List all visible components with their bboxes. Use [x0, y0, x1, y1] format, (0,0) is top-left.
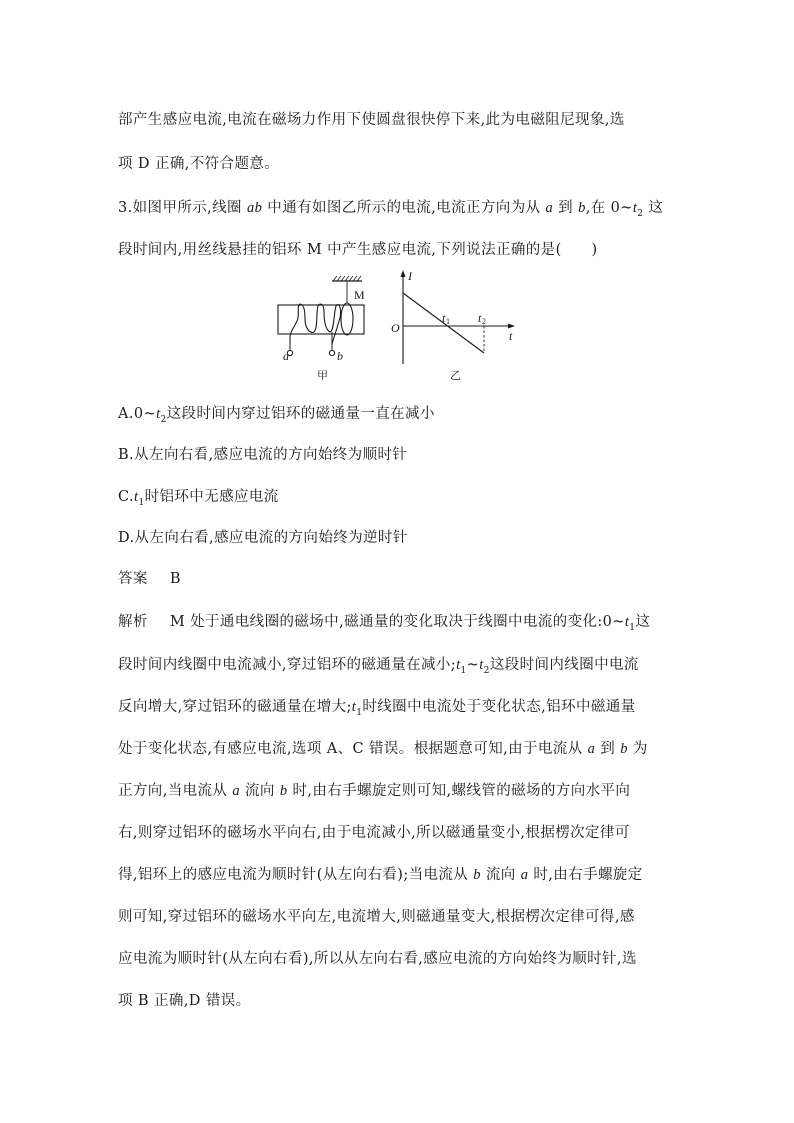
caption-yi: 乙 [450, 369, 461, 382]
analysis-text: 到 [595, 741, 621, 757]
analysis-line-7 [118, 863, 643, 884]
var-b: b [578, 200, 586, 216]
analysis-line-3 [118, 695, 636, 718]
axis-I-label: I [408, 269, 412, 283]
subscript: 2 [637, 208, 644, 219]
stem-text: 如图甲所示,线圈 [132, 200, 247, 216]
analysis-text: 这段时间内线圈中电流 [489, 657, 639, 673]
label-M: M [354, 288, 365, 302]
figure-svg [270, 268, 520, 383]
var-a: a [232, 783, 240, 799]
option-C-prefix: C. [118, 489, 134, 505]
analysis-text: 时,由右手螺旋定 [528, 867, 643, 883]
answer-line [118, 567, 181, 588]
var-a: a [587, 741, 596, 757]
analysis-text: 流向 [239, 783, 280, 799]
answer-value: B [169, 571, 181, 587]
t1-subscript: 1 [446, 317, 450, 326]
prev-explanation-line-1: 部产生感应电流,电流在磁场力作用下使圆盘很快停下来,此为电磁阻尼现象,选 [118, 112, 625, 128]
var-t: t [632, 200, 638, 216]
var-ab: ab [246, 200, 263, 216]
question-figure [270, 268, 520, 383]
analysis-text: 时线圈中电流处于变化状态,铝环中磁通量 [362, 699, 636, 715]
subscript: 2 [483, 665, 490, 676]
analysis-text: M 处于通电线圈的磁场中,磁通量的变化取决于线圈中电流的变化:0~ [169, 614, 625, 630]
var-b: b [473, 867, 481, 883]
analysis-text: ~ [466, 657, 480, 673]
analysis-text: 这 [635, 614, 651, 630]
analysis-text: 为 [627, 741, 648, 757]
subscript: 1 [629, 622, 636, 633]
var-t: t [134, 489, 139, 505]
label-a: a [283, 349, 289, 363]
caption-jia: 甲 [317, 369, 328, 382]
coil-windings [290, 304, 341, 344]
ceiling-hatch [333, 276, 361, 281]
option-C-text: 时铝环中无感应电流 [144, 489, 279, 505]
var-t: t [351, 699, 357, 715]
analysis-line-10: 项 B 正确,D 错误。 [118, 993, 251, 1009]
analysis-line-8: 则可知,穿过铝环的磁场水平向左,电流增大,则磁通量变大,根据楞次定律可得,感 [118, 909, 635, 925]
stem-text: ,在 0~ [585, 200, 633, 216]
var-b: b [620, 741, 628, 757]
analysis-text: 流向 [480, 867, 521, 883]
prev-explanation-line-2: 项 D 正确,不符合题意。 [118, 156, 280, 172]
question-stem-line-2: 段时间内,用丝线悬挂的铝环 M 中产生感应电流,下列说法正确的是( ) [118, 242, 598, 258]
analysis-text: 时,由右手螺旋定则可知,螺线管的磁场的方向水平向 [287, 783, 631, 799]
answer-label: 答案 [118, 571, 148, 587]
stem-text: 这 [643, 200, 664, 216]
t1-label: t [442, 311, 446, 325]
subscript: 1 [460, 665, 467, 676]
analysis-text: 正方向,当电流从 [118, 783, 233, 799]
analysis-label: 解析 [118, 614, 148, 630]
stem-text: 中通有如图乙所示的电流,电流正方向为从 [262, 200, 546, 216]
axis-t-arrow [508, 324, 515, 329]
label-b: b [337, 349, 343, 363]
question-stem-line-1 [118, 196, 663, 219]
analysis-text: 反向增大,穿过铝环的磁通量在增大; [118, 699, 352, 715]
t2-label: t [478, 311, 482, 325]
var-b: b [279, 783, 288, 799]
terminal-b [329, 350, 334, 355]
stem-text: 到 [553, 200, 579, 216]
axis-I-arrow [401, 270, 406, 277]
analysis-text: 得,铝环上的感应电流为顺时针(从左向右看);当电流从 [118, 867, 474, 883]
option-B: B.从左向右看,感应电流的方向始终为顺时针 [118, 447, 408, 463]
t2-subscript: 2 [482, 317, 486, 326]
subscript: 2 [160, 414, 167, 425]
var-t: t [624, 614, 630, 630]
analysis-line-5 [118, 779, 630, 800]
analysis-line-4 [118, 737, 648, 758]
var-t: t [456, 657, 461, 673]
var-t: t [479, 657, 484, 673]
analysis-line-9: 应电流为顺时针(从左向右看),所以从左向右看,感应电流的方向始终为顺时针,选 [118, 951, 637, 967]
option-A [118, 402, 435, 425]
analysis-text: 处于变化状态,有感应电流,选项 A、C 错误。根据题意可知,由于电流从 [118, 741, 588, 757]
origin-label: O [391, 321, 400, 335]
analysis-line-6: 右,则穿过铝环的磁场水平向右,由于电流减小,所以磁通量变小,根据楞次定律可 [118, 825, 630, 841]
analysis-line-2 [118, 653, 639, 676]
option-A-text: 这段时间内穿过铝环的磁通量一直在减小 [166, 406, 435, 422]
var-a: a [545, 200, 554, 216]
analysis-line-1 [118, 610, 650, 633]
option-C [118, 485, 279, 508]
analysis-text: 段时间内线圈中电流减小,穿过铝环的磁通量在减小; [118, 657, 457, 673]
var-a: a [520, 867, 529, 883]
subscript: 1 [138, 497, 145, 508]
subscript: 1 [356, 707, 363, 718]
question-number: 3. [118, 200, 133, 216]
option-D: D.从左向右看,感应电流的方向始终为逆时针 [118, 530, 408, 546]
option-A-prefix: A.0~ [118, 406, 157, 422]
axis-t-label: t [509, 329, 513, 343]
aluminum-ring [341, 303, 353, 335]
var-t: t [156, 406, 161, 422]
